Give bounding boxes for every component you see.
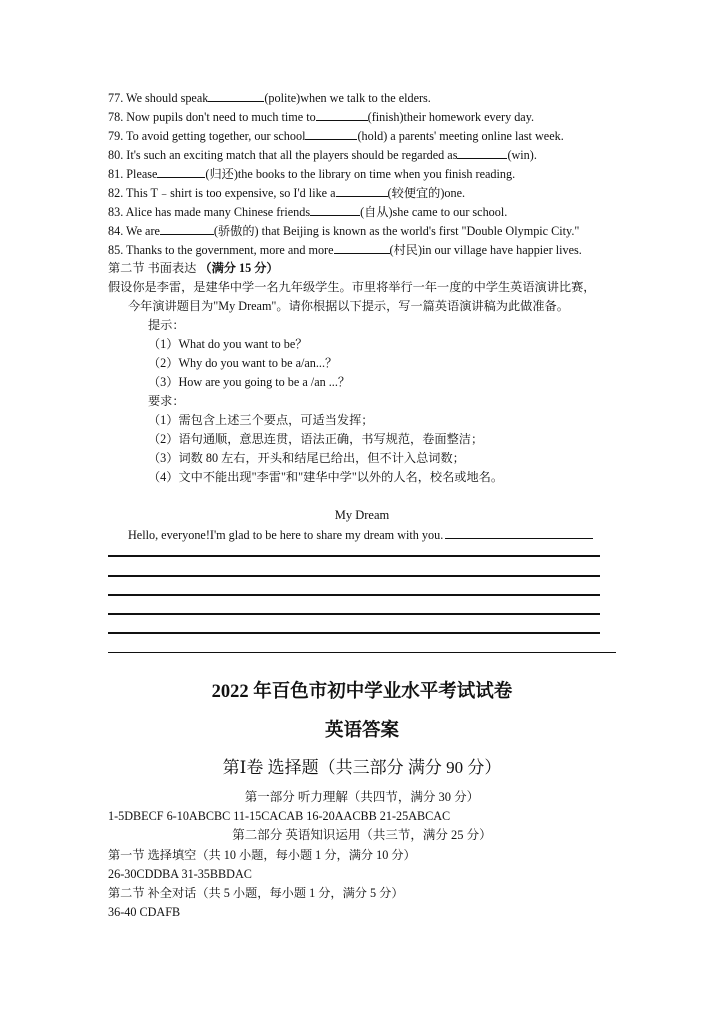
question-text: (骄傲的) that Beijing is known as the world's first "Double Olympic City." xyxy=(213,224,580,238)
question-79 xyxy=(108,127,564,144)
answer-blank[interactable] xyxy=(310,203,360,216)
volume-heading: 第Ⅰ卷 选择题（共三部分 满分 90 分） xyxy=(222,758,502,777)
question-text: 82. This T﹣shirt is too expensive, so I'd like a xyxy=(108,186,336,200)
part2-section2-answers: 36-40 CDAFB xyxy=(108,905,181,919)
question-85 xyxy=(108,241,582,258)
writing-line[interactable] xyxy=(108,613,600,615)
question-text: (村民)in our village have happier lives. xyxy=(389,243,582,257)
question-text: 79. To avoid getting together, our school xyxy=(108,129,306,143)
question-text: (自从)she came to our school. xyxy=(360,205,508,219)
writing-prompt-line2: 今年演讲题目为"My Dream"。请你根据以下提示，写一篇英语演讲稿为此做准备。 xyxy=(128,299,569,313)
question-text: (finish)their homework every day. xyxy=(367,110,535,124)
question-83 xyxy=(108,203,507,220)
question-80 xyxy=(108,146,537,163)
question-text: 85. Thanks to the government, more and more xyxy=(108,243,334,257)
question-text: 81. Please xyxy=(108,167,158,181)
question-text: (hold) a parents' meeting online last week. xyxy=(357,129,564,143)
answer-blank[interactable] xyxy=(457,146,507,159)
essay-opening xyxy=(128,526,593,543)
writing-line[interactable] xyxy=(108,594,600,596)
writing-line[interactable] xyxy=(108,632,600,634)
answer-key-title: 2022 年百色市初中学业水平考试试卷 xyxy=(211,682,513,702)
answer-blank[interactable] xyxy=(336,184,388,197)
answer-blank[interactable] xyxy=(208,89,264,102)
question-text: 84. We are xyxy=(108,224,160,238)
requirement-4: （4）文中不能出现"李雷"和"建华中学"以外的人名，校名或地名。 xyxy=(148,470,504,484)
answer-blank[interactable] xyxy=(157,165,205,178)
answer-blank[interactable] xyxy=(316,108,368,121)
essay-title: My Dream xyxy=(334,508,390,522)
question-81 xyxy=(108,165,515,182)
writing-line[interactable] xyxy=(108,575,600,577)
requirement-1: （1）需包含上述三个要点，可适当发挥； xyxy=(148,413,374,427)
requirements-label: 要求： xyxy=(148,394,185,408)
question-text: (归还)the books to the library on time when you finish reading. xyxy=(205,167,516,181)
part2-section2-heading: 第二节 补全对话（共 5 小题，每小题 1 分，满分 5 分） xyxy=(108,886,404,900)
writing-section-heading xyxy=(108,260,279,276)
answer-key-subtitle: 英语答案 xyxy=(324,721,399,741)
hints-label: 提示： xyxy=(148,318,185,332)
question-77 xyxy=(108,89,431,106)
requirement-3: （3）词数 80 左右，开头和结尾已给出，但不计入总词数； xyxy=(148,451,465,465)
section-divider xyxy=(108,652,616,653)
requirement-2: （2）语句通顺，意思连贯，语法正确，书写规范，卷面整洁； xyxy=(148,432,484,446)
question-text: 83. Alice has made many Chinese friends xyxy=(108,205,311,219)
question-text: (polite)when we talk to the elders. xyxy=(264,91,431,105)
question-text: (较便宜的)one. xyxy=(387,186,466,200)
part1-answers: 1-5DBECF 6-10ABCBC 11-15CACAB 16-20AACBB 21-25ABCAC xyxy=(108,809,451,823)
hint-3: （3）How are you going to be a /an ...？ xyxy=(148,375,351,389)
writing-prompt-line1: 假设你是李雷，是建华中学一名九年级学生。市里将举行一年一度的中学生英语演讲比赛， xyxy=(108,280,596,294)
hint-1: （1）What do you want to be？ xyxy=(148,337,308,351)
question-84 xyxy=(108,222,579,239)
answer-blank[interactable] xyxy=(334,241,390,254)
question-text: 78. Now pupils don't need to much time to xyxy=(108,110,316,124)
question-78 xyxy=(108,108,534,125)
question-text: (win). xyxy=(507,148,537,162)
part1-heading: 第一部分 听力理解（共四节，满分 30 分） xyxy=(244,790,480,804)
section-label: 第二节 书面表达 xyxy=(108,261,200,275)
section-score: （满分 15 分） xyxy=(199,261,279,275)
part2-section1-heading: 第一节 选择填空（共 10 小题，每小题 1 分，满分 10 分） xyxy=(108,848,416,862)
part2-section1-answers: 26-30CDDBA 31-35BBDAC xyxy=(108,867,252,881)
question-text: 80. It's such an exciting match that all the players should be regarded as xyxy=(108,148,458,162)
essay-opening-text: Hello, everyone!I'm glad to be here to share my dream with you. xyxy=(128,528,444,542)
writing-line[interactable] xyxy=(108,555,600,557)
answer-blank[interactable] xyxy=(160,222,214,235)
hint-2: （2）Why do you want to be a/an...？ xyxy=(148,356,338,370)
question-82 xyxy=(108,184,465,201)
question-text: 77. We should speak xyxy=(108,91,209,105)
answer-blank[interactable] xyxy=(305,127,357,140)
answer-blank[interactable] xyxy=(445,526,593,539)
part2-heading: 第二部分 英语知识运用（共三节，满分 25 分） xyxy=(232,828,492,842)
